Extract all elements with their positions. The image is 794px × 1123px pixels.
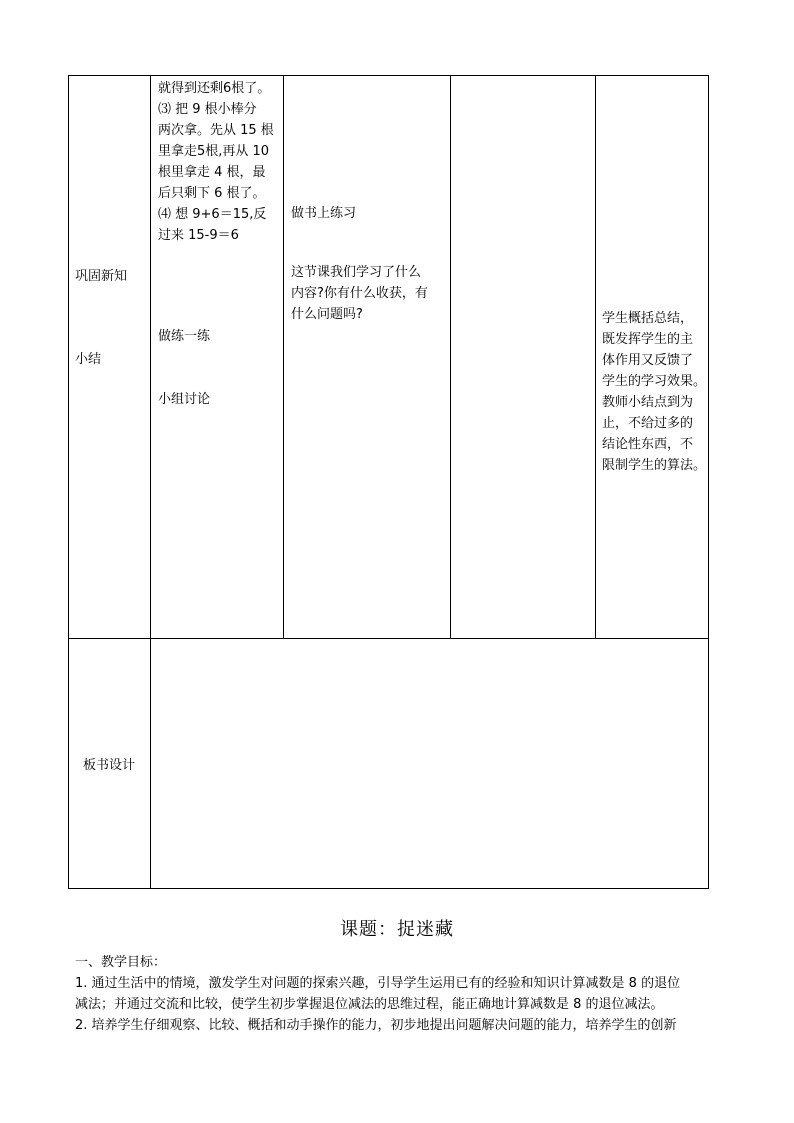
goal-2-line-1: 2. 培养学生仔细观察、比较、概括和动手操作的能力，初步地提出问题解决问题的能力，培养学生的创新 <box>75 1018 677 1033</box>
teacher-summary-line: 什么问题吗? <box>291 307 363 322</box>
practice-text: 做练一练 <box>158 329 211 344</box>
teacher-summary-text <box>291 262 451 325</box>
teaching-steps-text <box>158 78 282 246</box>
intent-line: 学生概括总结， <box>602 311 694 326</box>
stage-label-consolidate: 巩固新知 <box>75 269 128 284</box>
intent-line: 止，不给过多的 <box>602 416 694 431</box>
step-line: ⑷ 想 9+6＝15,反 <box>158 207 267 222</box>
lesson-plan-table <box>68 75 709 889</box>
intent-line: 限制学生的算法。 <box>602 458 707 473</box>
intent-line: 学生的学习效果。 <box>602 374 707 389</box>
step-line: 过来 15-9＝6 <box>158 228 239 243</box>
teacher-summary-line: 这节课我们学习了什么 <box>291 265 422 280</box>
design-intent-text <box>602 308 709 476</box>
step-line: 就得到还剩6根了。 <box>158 81 271 96</box>
teacher-summary-line: 内容?你有什么收获，有 <box>291 286 428 301</box>
goal-1-line-1: 1. 通过生活中的情境，激发学生对问题的探索兴趣，引导学生运用已有的经验和知识计算减数是 8 的退位 <box>75 976 681 991</box>
section-heading-objectives: 一、教学目标： <box>75 955 167 970</box>
cell-board-label <box>69 639 151 889</box>
step-line: 两次拿。先从 15 根 <box>158 123 274 138</box>
discussion-text: 小组讨论 <box>158 392 211 407</box>
cell-board-content <box>151 639 709 889</box>
step-line: 里拿走5根,再从 10 <box>158 144 270 159</box>
step-line: 根里拿走 4 根，最 <box>158 165 266 180</box>
goal-1-line-2: 减法；并通过交流和比较，使学生初步掌握退位减法的思维过程，能正确地计算减数是 8 的退位减法。 <box>75 997 664 1012</box>
intent-line: 结论性东西，不 <box>602 437 694 452</box>
step-line: ⑶ 把 9 根小棒分 <box>158 102 257 117</box>
table-row-consolidate <box>69 76 709 639</box>
table-row-board-design <box>69 639 709 889</box>
intent-line: 教师小结点到为 <box>602 395 694 410</box>
cell-design-intent <box>596 76 709 639</box>
intent-line: 既发挥学生的主 <box>602 332 694 347</box>
lesson-body <box>75 952 725 1036</box>
cell-stage-label <box>69 76 151 639</box>
board-design-label: 板书设计 <box>83 758 136 773</box>
teacher-practice-text: 做书上练习 <box>291 206 357 221</box>
lesson-title: 课题：捉迷藏 <box>340 919 454 940</box>
cell-teaching-steps <box>151 76 284 639</box>
intent-line: 体作用又反馈了 <box>602 353 694 368</box>
cell-student-activity <box>451 76 596 639</box>
cell-teacher-activity <box>284 76 451 639</box>
step-line: 后只剩下 6 根了。 <box>158 186 266 201</box>
stage-label-summary: 小结 <box>75 352 102 367</box>
